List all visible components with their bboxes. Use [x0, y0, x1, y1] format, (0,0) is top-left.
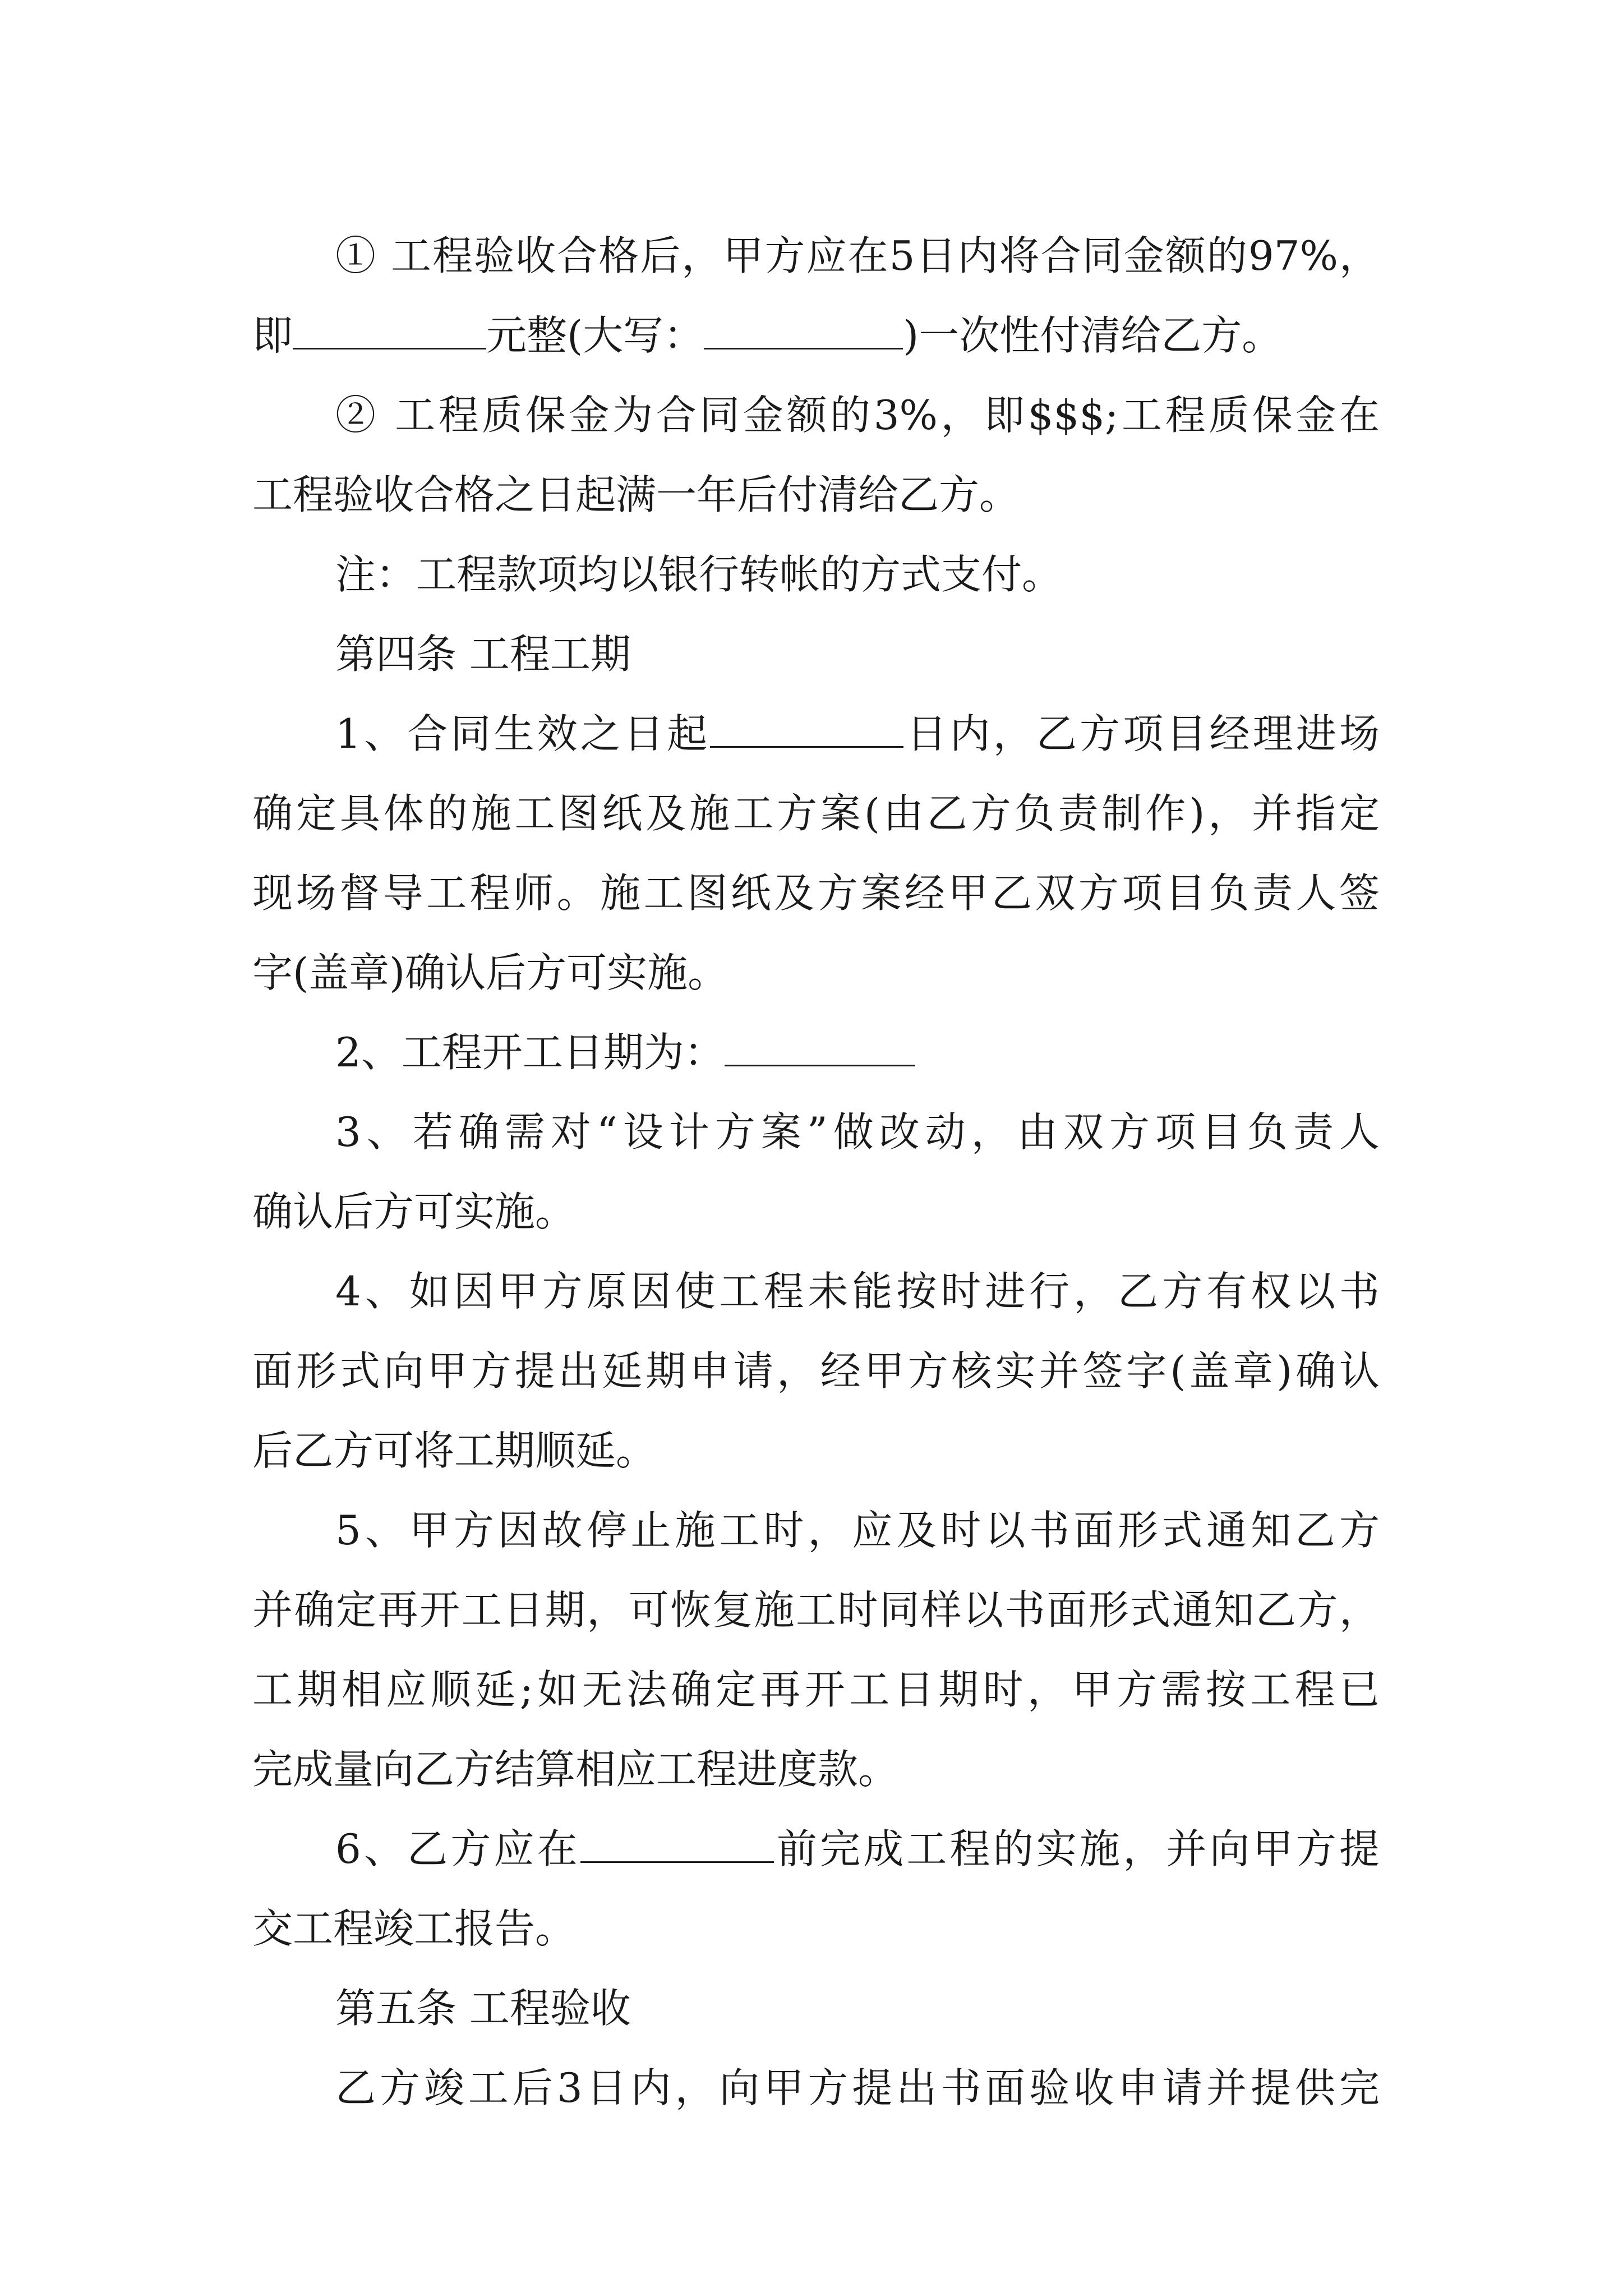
article-4-item-5-cont: 工期相应顺延;如无法确定再开工日期时，甲方需按工程已 — [252, 1666, 1380, 1713]
article-4-item-4: 4、如因甲方原因使工程未能按时进行，乙方有权以书 — [335, 1268, 1380, 1315]
clause-payment-2-cont: 工程验收合格之日起满一年后付清给乙方。 — [252, 471, 1020, 518]
article-5-heading: 第五条 工程验收 — [335, 1985, 631, 2032]
text-segment: 即 — [252, 312, 293, 359]
article-5-text: 乙方竣工后3日内，向甲方提出书面验收申请并提供完 — [335, 2064, 1380, 2111]
payment-note: 注：工程款项均以银行转帐的方式支付。 — [335, 551, 1063, 598]
completion-date-blank — [580, 1828, 774, 1863]
text-segment: )一次性付清给乙方。 — [903, 312, 1283, 359]
text-segment: 1、合同生效之日起 — [335, 710, 711, 757]
article-4-item-1-cont: 确定具体的施工图纸及施工方案(由乙方负责制作)，并指定 — [252, 790, 1380, 837]
article-4-item-2 — [252, 1013, 1380, 1092]
contract-body — [252, 216, 1380, 2128]
start-date-blank — [725, 1031, 915, 1066]
article-4-item-3: 3、若确需对“设计方案”做改动，由双方项目负责人 — [335, 1108, 1380, 1156]
text-segment: 元整(大写： — [486, 312, 704, 359]
article-4-item-5-cont: 并确定再开工日期，可恢复施工时同样以书面形式通知乙方， — [252, 1586, 1380, 1634]
days-blank — [710, 712, 903, 748]
amount-in-words-blank — [704, 314, 903, 349]
article-4-heading: 第四条 工程工期 — [335, 631, 631, 678]
text-segment: 日内，乙方项目经理进场 — [903, 710, 1380, 757]
text-segment: 前完成工程的实施，并向甲方提 — [773, 1825, 1380, 1872]
article-4-item-5-cont: 完成量向乙方结算相应工程进度款。 — [252, 1746, 899, 1793]
article-4-item-4-cont: 后乙方可将工期顺延。 — [252, 1427, 657, 1474]
article-4-item-5: 5、甲方因故停止施工时，应及时以书面形式通知乙方 — [335, 1507, 1380, 1554]
article-4-item-6 — [252, 1809, 1380, 1889]
article-4-item-1-cont: 现场督导工程师。施工图纸及方案经甲乙双方项目负责人签 — [252, 869, 1380, 917]
clause-payment-2: ② 工程质保金为合同金额的3%，即$$$;工程质保金在 — [335, 392, 1380, 439]
article-4-item-1 — [252, 694, 1380, 774]
article-4-item-3-cont: 确认后方可实施。 — [252, 1188, 576, 1235]
text-segment: 6、乙方应在 — [335, 1825, 580, 1872]
clause-payment-1-cont — [252, 296, 1380, 375]
article-4-item-4-cont: 面形式向甲方提出延期申请，经甲方核实并签字(盖章)确认 — [252, 1347, 1380, 1395]
article-4-item-1-cont: 字(盖章)确认后方可实施。 — [252, 949, 728, 996]
text-segment: 2、工程开工日期为： — [335, 1029, 725, 1076]
amount-blank — [293, 314, 486, 349]
clause-payment-1: ① 工程验收合格后，甲方应在5日内将合同金额的97%， — [335, 232, 1380, 279]
article-4-item-6-cont: 交工程竣工报告。 — [252, 1905, 576, 1952]
